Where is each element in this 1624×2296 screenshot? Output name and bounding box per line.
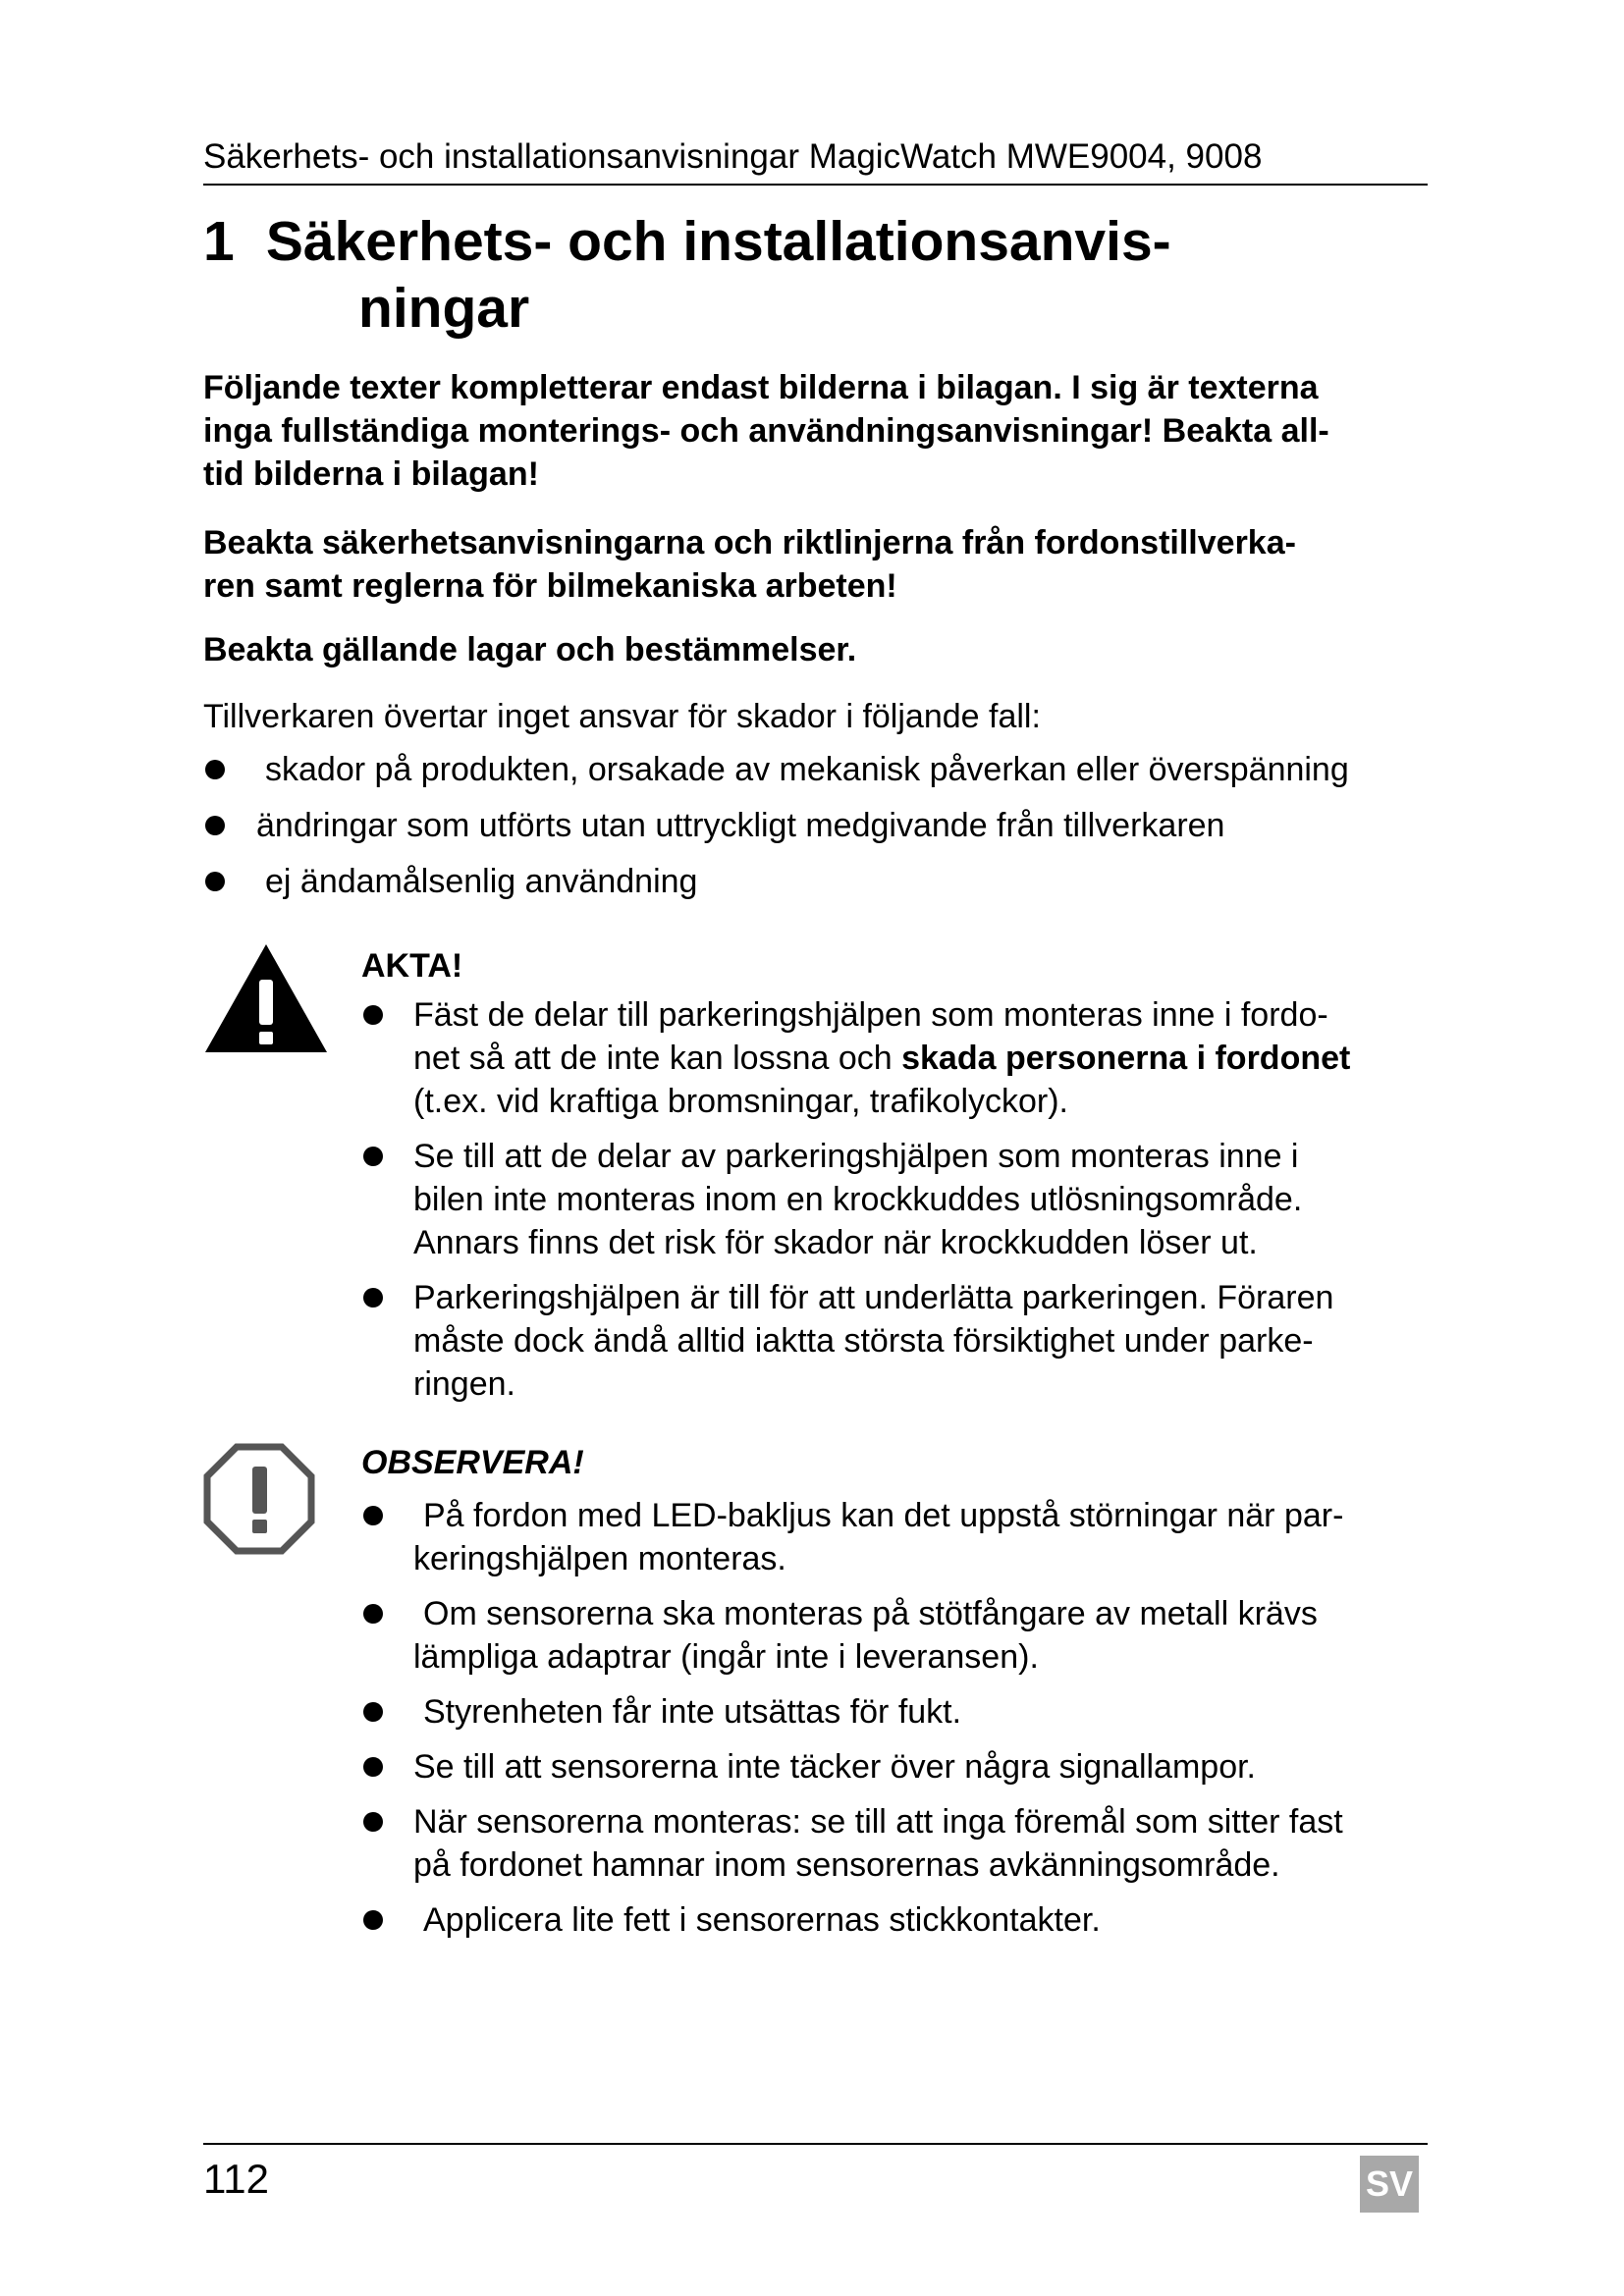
text-line: Se till att de delar av parkeringshjälpen som monteras inne i <box>413 1138 1299 1175</box>
bullet-icon <box>363 1702 383 1722</box>
text-line: ringen. <box>413 1365 515 1403</box>
text-line: Beakta säkerhetsanvisningarna och riktlinjerna från fordonstillverka- <box>203 524 1296 561</box>
list-item-text: skador på produkten, orsakade av mekanisk påverkan eller överspänning <box>265 751 1349 788</box>
page-number: 112 <box>203 2156 269 2202</box>
intro-bold-paragraph-2 <box>203 521 1428 608</box>
footer-rule <box>203 2143 1428 2145</box>
warning-title: AKTA! <box>361 947 463 985</box>
text-line: bilen inte monteras inom en krockkuddes utlösningsområde. <box>413 1181 1303 1218</box>
text-line: Fäst de delar till parkeringshjälpen som monteras inne i fordo- <box>413 996 1328 1034</box>
text-line: Parkeringshjälpen är till för att underlätta parkeringen. Föraren <box>413 1279 1334 1316</box>
list-item-text: ej ändamålsenlig användning <box>265 863 698 900</box>
bullet-icon <box>363 1910 383 1930</box>
list-item <box>203 860 1480 916</box>
bullet-icon <box>205 816 225 835</box>
list-item <box>361 1690 1441 1734</box>
text-line: Följande texter kompletterar endast bilderna i bilagan. I sig är texterna <box>203 369 1319 406</box>
list-item <box>361 1898 1441 1942</box>
bullet-icon <box>205 760 225 779</box>
emphasis-text: skada personerna i fordonet <box>901 1040 1351 1077</box>
list-item <box>361 1592 1441 1679</box>
running-header: Säkerhets- och installationsanvisningar MagicWatch MWE9004, 9008 <box>203 133 1428 186</box>
intro-bold-paragraph-1 <box>203 366 1428 496</box>
note-list <box>361 1494 1441 1942</box>
text-line: När sensorerna monteras: se till att inga föremål som sitter fast <box>413 1803 1343 1841</box>
bullet-icon <box>363 1812 383 1832</box>
text-line: inga fullständiga monterings- och användningsanvisningar! Beakta all- <box>203 412 1329 450</box>
text-line: Se till att sensorerna inte täcker över några signallampor. <box>413 1748 1257 1786</box>
bullet-icon <box>363 1288 383 1308</box>
text-line: Annars finns det risk för skador när krockkudden löser ut. <box>413 1224 1258 1261</box>
warning-list <box>361 993 1441 1406</box>
text-line: ren samt reglerna för bilmekaniska arbeten! <box>203 567 897 605</box>
list-item <box>361 1494 1441 1580</box>
list-item <box>361 1745 1441 1789</box>
text-line: På fordon med LED-bakljus kan det uppstå störningar när par- <box>423 1497 1344 1534</box>
chapter-number: 1 <box>203 210 235 273</box>
text-line: på fordonet hamnar inom sensorernas avkänningsområde. <box>413 1846 1280 1884</box>
text-line: måste dock ändå alltid iaktta största försiktighet under parke- <box>413 1322 1314 1360</box>
text-line <box>413 1037 1441 1080</box>
liability-list <box>203 748 1480 916</box>
text-line: Beakta gällande lagar och bestämmelser. <box>203 631 857 668</box>
list-item <box>361 1276 1441 1406</box>
list-item <box>361 993 1441 1123</box>
bullet-icon <box>205 872 225 891</box>
bullet-icon <box>363 1604 383 1624</box>
chapter-title-line1: Säkerhets- och installationsanvis- <box>265 210 1171 273</box>
chapter-title-line2: ningar <box>358 277 530 340</box>
chapter-title <box>203 208 1428 342</box>
list-item <box>203 748 1480 804</box>
list-item-text: ändringar som utförts utan uttryckligt medgivande från tillverkaren <box>256 807 1225 844</box>
text-line: lämpliga adaptrar (ingår inte i leveransen). <box>413 1638 1039 1676</box>
bullet-icon <box>363 1506 383 1525</box>
liability-intro: Tillverkaren övertar inget ansvar för skador i följande fall: <box>203 698 1041 735</box>
list-item <box>361 1800 1441 1887</box>
language-badge: SV <box>1360 2156 1419 2213</box>
bullet-icon <box>363 1757 383 1777</box>
notice-octagon-icon <box>203 1443 315 1555</box>
text-line: (t.ex. vid kraftiga bromsningar, trafikolyckor). <box>413 1083 1069 1120</box>
note-title: OBSERVERA! <box>361 1444 584 1481</box>
text-line: Om sensorerna ska monteras på stötfångare av metall krävs <box>423 1595 1318 1632</box>
text-line: Applicera lite fett i sensorernas stickkontakter. <box>423 1901 1101 1939</box>
warning-triangle-icon <box>203 940 329 1056</box>
text-line: Styrenheten får inte utsättas för fukt. <box>423 1693 962 1731</box>
text-line: keringshjälpen monteras. <box>413 1540 786 1577</box>
bullet-icon <box>363 1147 383 1166</box>
text-line: tid bilderna i bilagan! <box>203 455 539 493</box>
text-segment: net så att de inte kan lossna och <box>413 1040 902 1077</box>
list-item <box>361 1135 1441 1264</box>
bullet-icon <box>363 1005 383 1025</box>
intro-bold-paragraph-3 <box>203 628 1428 671</box>
list-item <box>203 804 1480 860</box>
